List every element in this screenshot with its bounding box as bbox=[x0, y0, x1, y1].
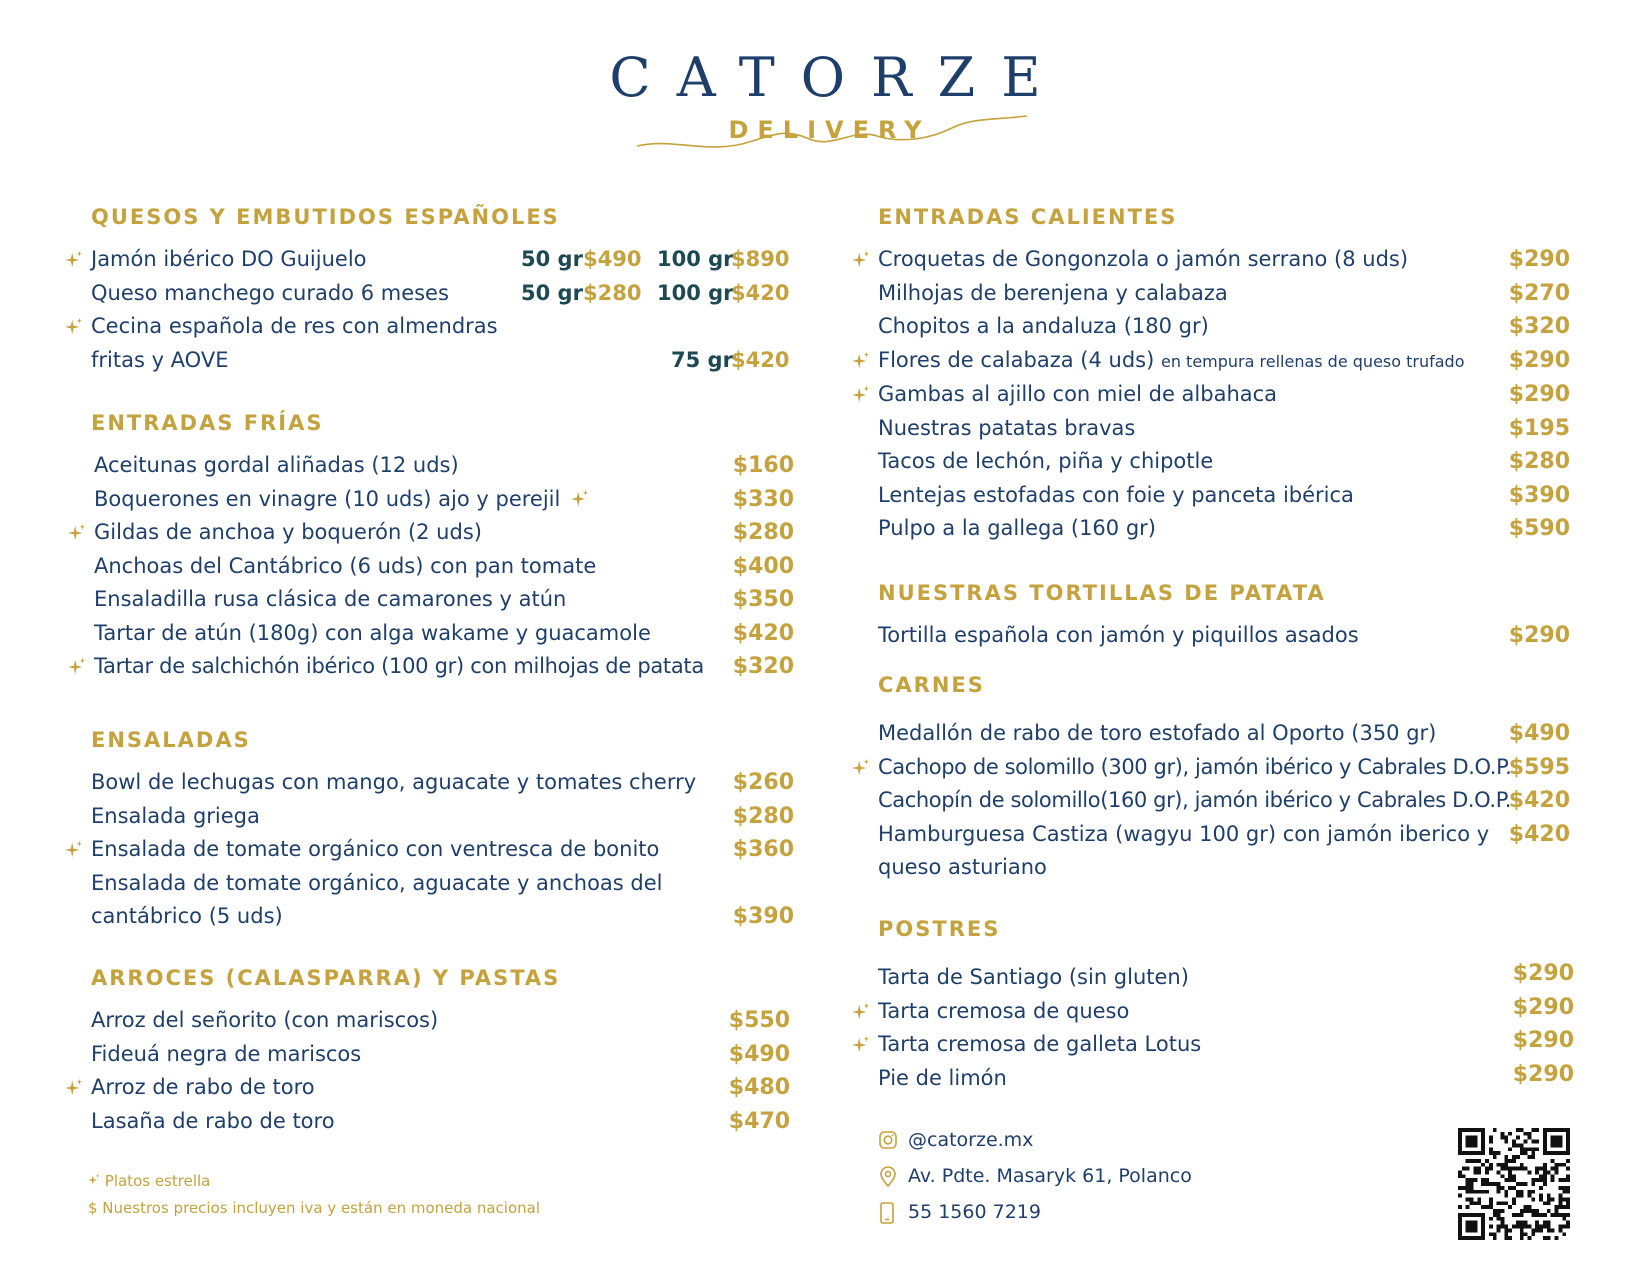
item-name-line2: queso asturiano bbox=[878, 855, 1047, 879]
item-price: $280 bbox=[1508, 449, 1570, 474]
item-name: Lentejas estofadas con foie y panceta ibérica bbox=[878, 482, 1354, 507]
menu-item bbox=[878, 512, 1570, 546]
item-price: $595 bbox=[1508, 754, 1570, 780]
item-weight: 50 gr bbox=[521, 280, 583, 305]
item-weight: 75 gr bbox=[671, 347, 733, 372]
section-title: ENTRADAS CALIENTES bbox=[878, 205, 1178, 229]
item-price: $420 bbox=[732, 620, 794, 646]
menu-item bbox=[878, 995, 1574, 1029]
item-name: Gildas de anchoa y boquerón (2 uds) bbox=[94, 520, 482, 544]
item-price: $290 bbox=[1512, 1028, 1574, 1053]
item-name: Fideuá negra de mariscos bbox=[91, 1041, 362, 1066]
item-name: Ensalada griega bbox=[91, 803, 260, 828]
footnote-prices: $ Nuestros precios incluyen iva y están en moneda nacional bbox=[88, 1199, 541, 1217]
menu-item bbox=[878, 344, 1570, 379]
star-icon bbox=[65, 841, 83, 859]
item-note: en tempura rellenas de queso trufado bbox=[1160, 351, 1465, 371]
item-name: Tartar de atún (180g) con alga wakame y guacamole bbox=[94, 620, 651, 645]
item-name: Chopitos a la andaluza (180 gr) bbox=[878, 314, 1209, 338]
contact-instagram[interactable] bbox=[878, 1122, 1192, 1158]
item-price: $195 bbox=[1508, 415, 1570, 441]
star-icon bbox=[852, 251, 870, 269]
menu-item-continued bbox=[91, 344, 793, 378]
item-price: $420 bbox=[731, 280, 790, 305]
item-price: $290 bbox=[1512, 1061, 1574, 1087]
phone-number: 55 1560 7219 bbox=[908, 1201, 1041, 1223]
star-icon bbox=[65, 318, 83, 336]
section-ensaladas bbox=[91, 728, 794, 934]
item-price: $420 bbox=[731, 347, 790, 372]
item-name: Pie de limón bbox=[878, 1065, 1007, 1090]
item-name: Tortilla española con jamón y piquillos asados bbox=[878, 623, 1359, 647]
contact-info bbox=[878, 1122, 1192, 1230]
section-entradas-calientes bbox=[878, 205, 1570, 546]
menu-item bbox=[878, 619, 1570, 653]
footnotes bbox=[88, 1168, 540, 1222]
item-name: Ensalada de tomate orgánico, aguacate y anchoas del bbox=[91, 870, 663, 895]
star-icon bbox=[571, 490, 589, 508]
item-weight: 50 gr bbox=[521, 247, 583, 271]
menu-item bbox=[91, 1071, 790, 1105]
phone-icon bbox=[878, 1202, 896, 1224]
item-price: $470 bbox=[728, 1108, 790, 1134]
section-title: ENTRADAS FRÍAS bbox=[91, 411, 324, 435]
star-icon bbox=[852, 759, 870, 777]
item-price: $890 bbox=[731, 247, 790, 271]
menu-item bbox=[94, 516, 794, 550]
item-price: $490 bbox=[1508, 721, 1570, 746]
menu-item-continued bbox=[878, 851, 1570, 885]
item-name: Boquerones en vinagre (10 uds) ajo y perejil bbox=[94, 486, 561, 511]
section-title: POSTRES bbox=[878, 917, 1001, 941]
footnote-star bbox=[88, 1168, 540, 1195]
star-icon bbox=[852, 1036, 870, 1054]
item-name-line2: cantábrico (5 uds) bbox=[91, 904, 283, 928]
location-icon bbox=[878, 1166, 898, 1188]
item-name: Arroz del señorito (con mariscos) bbox=[91, 1008, 439, 1032]
star-icon bbox=[852, 1003, 870, 1021]
item-name: Lasaña de rabo de toro bbox=[91, 1108, 335, 1133]
menu-item bbox=[94, 550, 794, 584]
item-price: $480 bbox=[728, 1075, 790, 1100]
menu-item bbox=[878, 445, 1570, 479]
item-name: Pulpo a la gallega (160 gr) bbox=[878, 516, 1156, 540]
star-icon bbox=[68, 524, 86, 542]
instagram-handle: @catorze.mx bbox=[908, 1129, 1034, 1151]
logo-swirl bbox=[632, 108, 1032, 158]
menu-item bbox=[878, 243, 1570, 277]
section-title: CARNES bbox=[878, 673, 985, 697]
item-weight: 100 gr bbox=[657, 280, 734, 305]
item-name: Flores de calabaza (4 uds) bbox=[878, 347, 1155, 372]
logo-subtitle: DELIVERY bbox=[728, 116, 931, 144]
menu-item bbox=[91, 1004, 790, 1038]
logo bbox=[0, 48, 1650, 144]
item-price: $290 bbox=[1512, 961, 1574, 986]
item-name: Tarta cremosa de galleta Lotus bbox=[878, 1032, 1202, 1056]
item-price: $290 bbox=[1508, 247, 1570, 272]
section-title: NUESTRAS TORTILLAS DE PATATA bbox=[878, 581, 1326, 605]
item-name: Medallón de rabo de toro estofado al Oporto (350 gr) bbox=[878, 721, 1437, 745]
item-name: Aceitunas gordal aliñadas (12 uds) bbox=[94, 453, 459, 477]
item-name: Ensaladilla rusa clásica de camarones y atún bbox=[94, 587, 567, 611]
instagram-icon bbox=[878, 1130, 898, 1150]
menu-item bbox=[94, 449, 794, 483]
item-price: $590 bbox=[1508, 516, 1570, 541]
menu-item bbox=[878, 1028, 1574, 1062]
section-arroces bbox=[91, 966, 790, 1138]
menu-item bbox=[878, 818, 1570, 852]
item-name: Cachopín de solomillo(160 gr), jamón ibérico y Cabrales D.O.P. bbox=[878, 788, 1511, 812]
footnote-star-text: Platos estrella bbox=[104, 1172, 211, 1190]
section-entradas-frias bbox=[91, 411, 794, 684]
item-name: Milhojas de berenjena y calabaza bbox=[878, 280, 1228, 305]
item-price: $390 bbox=[732, 904, 794, 929]
item-name: Croquetas de Gongonzola o jamón serrano (8 uds) bbox=[878, 247, 1409, 271]
section-title: QUESOS Y EMBUTIDOS ESPAÑOLES bbox=[91, 205, 560, 229]
item-name: Tarta de Santiago (sin gluten) bbox=[878, 965, 1189, 989]
menu-item bbox=[878, 277, 1570, 311]
star-icon bbox=[65, 251, 83, 269]
star-icon bbox=[852, 352, 870, 370]
menu-item bbox=[91, 310, 793, 344]
item-price: $420 bbox=[1508, 821, 1570, 847]
item-price: $270 bbox=[1508, 280, 1570, 306]
menu-item bbox=[878, 310, 1570, 344]
item-name: Anchoas del Cantábrico (6 uds) con pan tomate bbox=[94, 553, 597, 578]
item-name-line2: fritas y AOVE bbox=[91, 347, 229, 372]
item-price: $290 bbox=[1512, 994, 1574, 1020]
menu-item bbox=[91, 867, 794, 901]
item-name: Bowl de lechugas con mango, aguacate y tomates cherry bbox=[91, 770, 697, 794]
item-name: Cachopo de solomillo (300 gr), jamón ibérico y Cabrales D.O.P. bbox=[878, 754, 1512, 779]
star-icon bbox=[68, 658, 86, 676]
item-price: $290 bbox=[1508, 382, 1570, 407]
menu-item bbox=[878, 784, 1570, 818]
menu-item bbox=[878, 412, 1570, 446]
menu-item bbox=[91, 1038, 790, 1072]
item-price: $280 bbox=[732, 803, 794, 829]
item-price: $320 bbox=[732, 654, 794, 679]
menu-item-continued bbox=[91, 900, 794, 934]
menu-item bbox=[878, 961, 1574, 995]
star-icon bbox=[852, 386, 870, 404]
item-price: $390 bbox=[1508, 482, 1570, 508]
item-price: $290 bbox=[1508, 347, 1570, 373]
item-name: Nuestras patatas bravas bbox=[878, 415, 1136, 440]
menu-item bbox=[91, 243, 793, 277]
item-price: $280 bbox=[732, 520, 794, 545]
menu-item bbox=[878, 751, 1570, 785]
menu-item bbox=[91, 800, 794, 834]
menu-item bbox=[91, 1105, 790, 1139]
star-icon bbox=[65, 1079, 83, 1097]
item-name: Tartar de salchichón ibérico (100 gr) con milhojas de patata bbox=[94, 654, 704, 678]
item-price: $550 bbox=[728, 1008, 790, 1033]
item-price: $160 bbox=[732, 453, 794, 478]
address-text: Av. Pdte. Masaryk 61, Polanco bbox=[908, 1165, 1192, 1187]
item-name: Tacos de lechón, piña y chipotle bbox=[878, 449, 1214, 473]
item-price: $490 bbox=[583, 247, 642, 271]
menu-item bbox=[878, 1062, 1574, 1096]
item-weight: 100 gr bbox=[657, 247, 734, 271]
item-price: $400 bbox=[732, 553, 794, 579]
item-name: Arroz de rabo de toro bbox=[91, 1075, 315, 1099]
item-name: Ensalada de tomate orgánico con ventresca de bonito bbox=[91, 837, 660, 861]
item-name: Tarta cremosa de queso bbox=[878, 998, 1130, 1023]
item-name: Queso manchego curado 6 meses bbox=[91, 280, 449, 305]
logo-name: CATORZE bbox=[609, 46, 1067, 109]
section-title: ARROCES (CALASPARRA) Y PASTAS bbox=[91, 966, 561, 990]
menu-item bbox=[91, 766, 794, 800]
item-name: Gambas al ajillo con miel de albahaca bbox=[878, 382, 1278, 406]
menu-item bbox=[94, 483, 794, 517]
item-price: $260 bbox=[732, 770, 794, 795]
menu-item bbox=[878, 378, 1570, 412]
section-title: ENSALADAS bbox=[91, 728, 251, 752]
menu-item bbox=[878, 717, 1570, 751]
qr-code[interactable] bbox=[1458, 1128, 1570, 1240]
item-price: $320 bbox=[1508, 314, 1570, 339]
section-carnes bbox=[878, 673, 1570, 885]
item-name: Jamón ibérico DO Guijuelo bbox=[91, 247, 367, 271]
menu-item bbox=[91, 277, 793, 311]
contact-address[interactable] bbox=[878, 1158, 1192, 1194]
menu-item bbox=[94, 617, 794, 651]
star-icon bbox=[88, 1174, 100, 1186]
section-quesos bbox=[91, 205, 793, 377]
item-price: $420 bbox=[1508, 788, 1570, 813]
menu-item bbox=[91, 833, 794, 867]
item-price: $280 bbox=[583, 280, 642, 305]
contact-phone[interactable] bbox=[878, 1194, 1192, 1230]
menu-item bbox=[94, 583, 794, 617]
item-name: Hamburguesa Castiza (wagyu 100 gr) con jamón iberico y bbox=[878, 821, 1490, 846]
menu-item bbox=[878, 479, 1570, 513]
item-name: Cecina española de res con almendras bbox=[91, 314, 498, 338]
item-price: $350 bbox=[732, 587, 794, 612]
item-price: $360 bbox=[732, 837, 794, 862]
item-price: $490 bbox=[728, 1041, 790, 1067]
item-price: $290 bbox=[1508, 623, 1570, 648]
menu-item bbox=[94, 650, 794, 684]
section-tortillas bbox=[878, 581, 1570, 653]
item-price: $330 bbox=[732, 486, 794, 512]
section-postres bbox=[878, 917, 1574, 1095]
